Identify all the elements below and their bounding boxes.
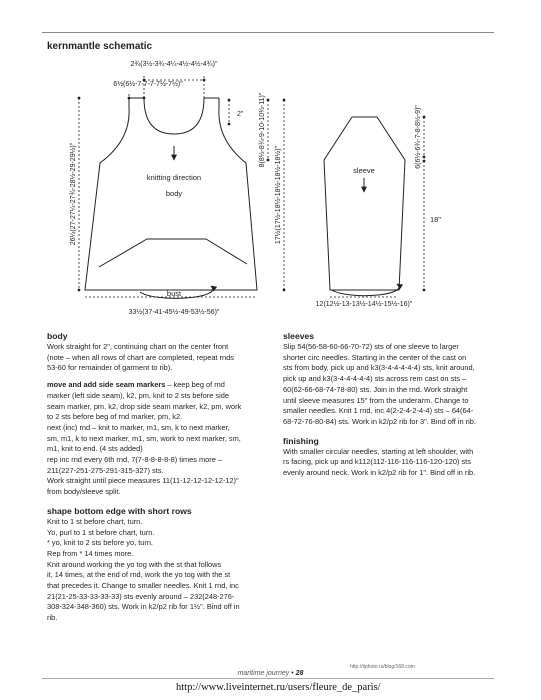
text-line: until sleeve measures 15" from the underarm. Change to <box>283 395 469 405</box>
sleeve-top-label: 6(6½-6¾-7-8-8½-9)" <box>415 105 422 169</box>
text-line: seam marker, pm, k2, drop side seam marker, k2, pm, work <box>47 401 242 411</box>
source-url: http://tiphoto.ru/blog/168.com <box>350 664 415 670</box>
text-line: 68-72-76-80-84) sts. Work in k2/p2 rib for 3". Bind off in rib. <box>283 416 476 426</box>
left-column <box>47 330 252 624</box>
text-line: to 2 sts before beg of rnd marker, pm, k2. <box>47 412 183 422</box>
armhole-circ-label: 17½(17½-18½-18½-18½-18½)" <box>275 145 282 245</box>
text-line: Knit around working the yo tog with the st that follows <box>47 559 222 569</box>
text-line: 308-324-348-360) sts. Work in k2/p2 rib for 1½". Bind off in <box>47 602 240 612</box>
short-row-wedge <box>99 239 247 267</box>
knitting-direction-label: knitting direction <box>146 173 202 182</box>
body-text <box>47 342 252 374</box>
body-length-label: 26¼(27-27¼-27¾-28½-29-29½)" <box>70 142 77 246</box>
text-line: (note – when all rows of chart are completed, repeat rnds <box>47 352 234 362</box>
schematic-diagram <box>0 0 541 330</box>
text-line: Work straight until piece measures 11(11-12-12-12-12-12)" <box>47 476 239 486</box>
text-line: it, 14 times, at the end of rnd, work the yo tog with the st <box>47 570 231 580</box>
text-line: 211(227-251-275-291-315-327) sts. <box>47 465 164 475</box>
bust-label: bust <box>166 289 182 298</box>
bottom-rule <box>42 678 494 679</box>
text-line: move and add side seam markers – keep beg of rnd <box>47 380 225 390</box>
text-line: m1, knit to end. (4 sts added) <box>47 444 143 454</box>
text-line: rep inc rnd every 6th rnd, 7(7-8-8-8-8-8) times more – <box>47 455 222 465</box>
text-line: rs facing, pick up and k112(112-116-116-116-120-120) sts <box>283 457 471 467</box>
text-line: Work straight for 2", continuing chart on the center front <box>47 342 229 351</box>
text-line: rib. <box>47 613 58 623</box>
armhole-depth-label: 8(8½-8¾-9-10-10½-11)" <box>259 92 266 168</box>
text-line: sts from body, pick up and k3(3-4-4-4-4-4) sts, knit around, <box>283 363 475 373</box>
shoulder-width-label: 6½(6½-7-7-7-7½-7½)" <box>113 81 183 88</box>
text-line: Knit to 1 st before chart, turn. <box>47 516 143 526</box>
text-line: Rep from * 14 times more. <box>47 548 134 558</box>
shape-heading: shape bottom edge with short rows <box>47 505 192 516</box>
magazine-name: maritime journey <box>237 670 290 677</box>
neck-opening <box>129 98 219 134</box>
finishing-heading: finishing <box>283 435 319 446</box>
page-number: 28 <box>295 670 304 677</box>
page-folio <box>0 670 541 677</box>
folio-separator: • <box>289 670 296 677</box>
text-line: * yo, knit to 2 sts before yo, turn. <box>47 538 153 548</box>
right-column <box>283 330 495 479</box>
text-line: 21(21-25-33-33-33-33) sts evenly around – 232(248-276- <box>47 591 235 601</box>
sleeves-heading: sleeves <box>283 331 315 341</box>
text-line: 60(62-66-68-74-78-80) sts. Join in the rnd. Work straight <box>283 384 468 394</box>
text-line: With smaller circular needles, starting at left shoulder, with <box>283 446 474 456</box>
schematic-title: kernmantle schematic <box>47 41 153 52</box>
markers-text <box>47 380 252 498</box>
text-line: smaller needles. Knit 1 rnd, inc 4(2-2-4-2-4-4) sts – 64(64- <box>283 406 474 416</box>
body-label: body <box>165 189 183 198</box>
body-heading: body <box>47 331 68 341</box>
neck-width-label: 2¾(3½-3¾-4¼-4½-4½-4¾)" <box>130 61 218 68</box>
sleeves-text <box>283 342 495 428</box>
bust-dim-label: 33½(37-41-45½-49-53½-56)" <box>128 309 220 316</box>
text-line: shorter circ needles. Starting in the center of the cast on <box>283 352 467 362</box>
shape-text <box>47 517 252 624</box>
sleeve-label: sleeve <box>353 166 375 175</box>
text-line: sm, m1, k to next marker, m1, sm, work to next marker, sm, <box>47 433 241 443</box>
text-line: Yo, purl to 1 st before chart, turn. <box>47 527 155 537</box>
finishing-text <box>283 447 495 479</box>
text-line: pick up and k3(3-4-4-4-4-4) sts across rem cast on sts – <box>283 374 467 384</box>
text-line: marker (left side seam), k2, pm, knit to 2 sts before side <box>47 390 229 400</box>
text-line: 53-60 for remainder of garment to rib). <box>47 363 173 373</box>
text-line: Slip 54(56-58-60-66-70-72) sts of one sleeve to larger <box>283 342 459 351</box>
sleeve-circ-label: 12(12½-13-13½-14½-15½-16)" <box>315 301 413 308</box>
text-line: next (inc) rnd – knit to marker, m1, sm, k to next marker, <box>47 422 230 432</box>
sleeve-length-label: 18" <box>430 215 442 224</box>
watermark-url[interactable]: http://www.liveinternet.ru/users/fleure_de_paris/ <box>176 682 381 693</box>
sleeve-outline <box>324 117 405 290</box>
neck-depth-label: 2" <box>237 111 244 118</box>
text-line: from body/sleeve split. <box>47 487 121 497</box>
text-line: evenly around neck. Work in k2/p2 rib for 1". Bind off in rib. <box>283 468 476 478</box>
text-line: that precedes it. Change to smaller needles. Knit 1 rnd, inc <box>47 581 239 591</box>
